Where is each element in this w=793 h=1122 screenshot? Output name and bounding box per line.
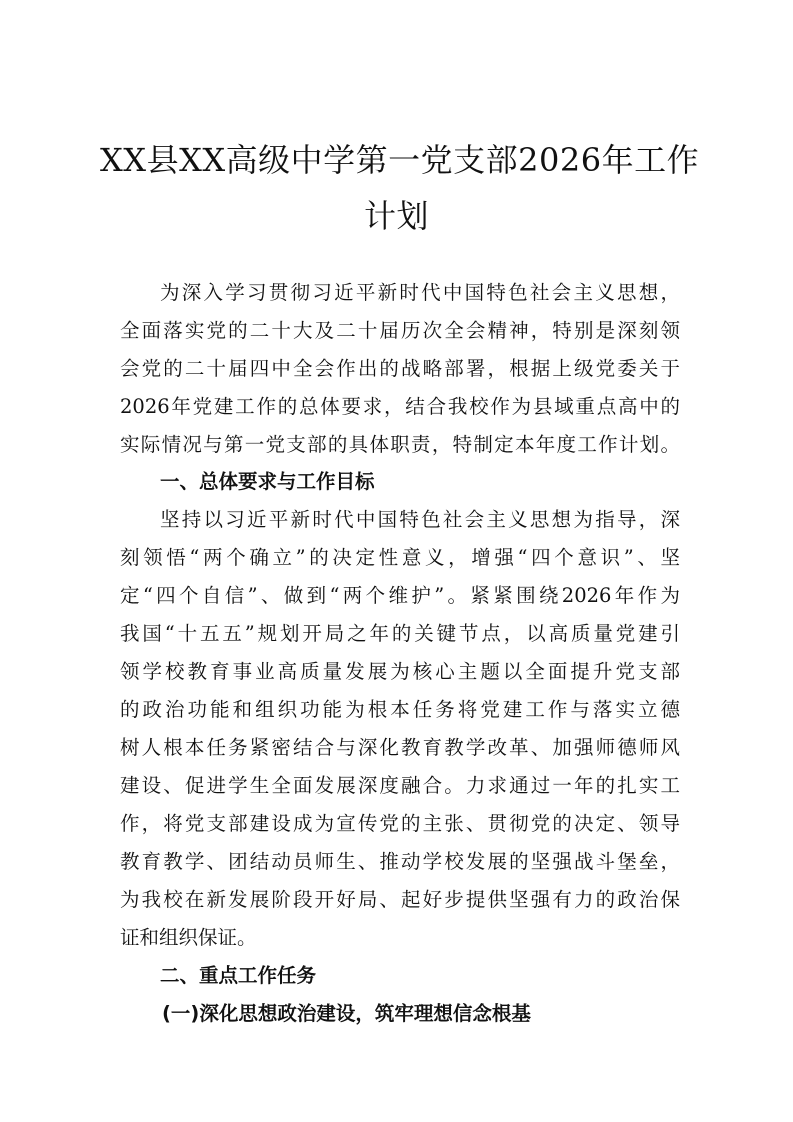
document-title-line-2: 计划: [363, 197, 429, 235]
section-1-line-11: 为我校在新发展阶段开好局、起好步提供坚强有力的政治保: [120, 888, 680, 911]
section-1-line-4: 我国“十五五”规划开局之年的关键节点，以高质量党建引: [120, 622, 680, 645]
section-1-line-9: 作，将党支部建设成为宣传党的主张、贯彻党的决定、领导: [120, 812, 680, 835]
subsection-1-heading: (一)深化思想政治建设，筑牢理想信念根基: [162, 1002, 531, 1025]
section-1-line-3: 定“四个自信”、做到“两个维护”。紧紧围绕2026年作为: [120, 584, 680, 607]
document-title-line-1: XX县XX高级中学第一党支部2026年工作: [100, 141, 700, 179]
intro-line-5: 实际情况与第一党支部的具体职责，特制定本年度工作计划。: [120, 433, 680, 456]
intro-line-2: 全面落实党的二十大及二十届历次全会精神，特别是深刻领: [120, 319, 680, 342]
section-1-line-7: 树人根本任务紧密结合与深化教育教学改革、加强师德师风: [120, 736, 680, 759]
section-1-line-5: 领学校教育事业高质量发展为核心主题以全面提升党支部: [120, 660, 680, 683]
section-1-line-12: 证和组织保证。: [120, 926, 257, 949]
intro-line-1: 为深入学习贯彻习近平新时代中国特色社会主义思想，: [160, 281, 680, 304]
section-2-heading: 二、重点工作任务: [160, 964, 317, 987]
section-1-line-10: 教育教学、团结动员师生、推动学校发展的坚强战斗堡垒，: [120, 850, 680, 873]
intro-line-3: 会党的二十届四中全会作出的战略部署，根据上级党委关于: [120, 357, 680, 380]
section-1-line-8: 建设、促进学生全面发展深度融合。力求通过一年的扎实工: [120, 774, 680, 797]
section-1-line-6: 的政治功能和组织功能为根本任务将党建工作与落实立德: [120, 698, 680, 721]
section-1-line-1: 坚持以习近平新时代中国特色社会主义思想为指导，深: [160, 508, 680, 531]
section-1-line-2: 刻领悟“两个确立”的决定性意义，增强“四个意识”、坚: [120, 546, 680, 569]
intro-line-4: 2026年党建工作的总体要求，结合我校作为县域重点高中的: [120, 395, 680, 418]
section-1-heading: 一、总体要求与工作目标: [160, 470, 375, 493]
